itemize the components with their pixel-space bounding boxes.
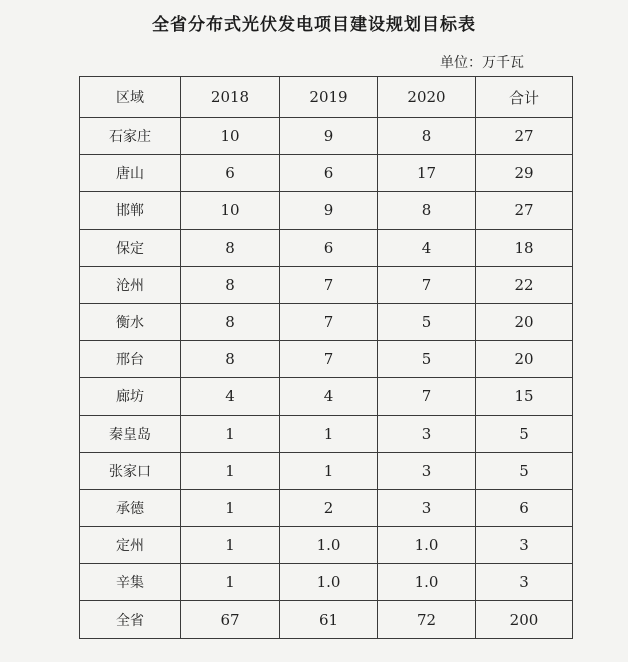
value-cell: 4 [181, 378, 280, 415]
region-cell: 秦皇岛 [80, 415, 181, 452]
value-cell: 1 [181, 564, 280, 601]
table-row [80, 192, 573, 229]
table-row [80, 155, 573, 192]
header-2018: 2018 [181, 77, 280, 118]
value-cell: 29 [476, 155, 573, 192]
value-cell: 5 [378, 341, 476, 378]
value-cell: 9 [280, 192, 378, 229]
table-row [80, 341, 573, 378]
value-cell: 4 [280, 378, 378, 415]
table-row [80, 266, 573, 303]
region-cell: 邢台 [80, 341, 181, 378]
value-cell: 5 [476, 415, 573, 452]
value-cell: 3 [476, 527, 573, 564]
document-title: 全省分布式光伏发电项目建设规划目标表 [152, 15, 476, 35]
region-cell: 定州 [80, 527, 181, 564]
value-cell: 20 [476, 341, 573, 378]
header-2019: 2019 [280, 77, 378, 118]
region-cell: 全省 [80, 601, 181, 638]
value-cell: 10 [181, 118, 280, 155]
value-cell: 1 [181, 489, 280, 526]
region-cell: 张家口 [80, 452, 181, 489]
table-row [80, 564, 573, 601]
value-cell: 8 [181, 303, 280, 340]
value-cell: 22 [476, 266, 573, 303]
value-cell: 1 [280, 415, 378, 452]
region-cell: 辛集 [80, 564, 181, 601]
value-cell: 4 [378, 229, 476, 266]
value-cell: 3 [476, 564, 573, 601]
table-row [80, 601, 573, 638]
table-row [80, 452, 573, 489]
table-row [80, 118, 573, 155]
region-cell: 廊坊 [80, 378, 181, 415]
value-cell: 20 [476, 303, 573, 340]
table-row [80, 303, 573, 340]
value-cell: 72 [378, 601, 476, 638]
value-cell: 7 [280, 341, 378, 378]
value-cell: 10 [181, 192, 280, 229]
header-2020: 2020 [378, 77, 476, 118]
value-cell: 18 [476, 229, 573, 266]
value-cell: 1.0 [378, 527, 476, 564]
table-row [80, 229, 573, 266]
value-cell: 8 [181, 266, 280, 303]
value-cell: 1 [181, 415, 280, 452]
header-total: 合计 [476, 77, 573, 118]
region-cell: 邯郸 [80, 192, 181, 229]
region-cell: 唐山 [80, 155, 181, 192]
value-cell: 3 [378, 415, 476, 452]
table-row [80, 527, 573, 564]
value-cell: 61 [280, 601, 378, 638]
table-row [80, 489, 573, 526]
value-cell: 1.0 [378, 564, 476, 601]
region-cell: 衡水 [80, 303, 181, 340]
header-region: 区域 [80, 77, 181, 118]
value-cell: 15 [476, 378, 573, 415]
region-cell: 沧州 [80, 266, 181, 303]
value-cell: 8 [181, 341, 280, 378]
value-cell: 6 [280, 229, 378, 266]
value-cell: 7 [280, 303, 378, 340]
table-header-row [80, 77, 573, 118]
value-cell: 1.0 [280, 527, 378, 564]
value-cell: 27 [476, 118, 573, 155]
value-cell: 200 [476, 601, 573, 638]
region-cell: 承德 [80, 489, 181, 526]
value-cell: 6 [280, 155, 378, 192]
value-cell: 1 [181, 527, 280, 564]
value-cell: 3 [378, 452, 476, 489]
value-cell: 1 [181, 452, 280, 489]
value-cell: 8 [378, 192, 476, 229]
region-cell: 保定 [80, 229, 181, 266]
unit-label: 单位：万千瓦 [440, 55, 524, 71]
value-cell: 1 [280, 452, 378, 489]
value-cell: 67 [181, 601, 280, 638]
value-cell: 6 [476, 489, 573, 526]
region-cell: 石家庄 [80, 118, 181, 155]
table-row [80, 415, 573, 452]
value-cell: 7 [280, 266, 378, 303]
value-cell: 8 [181, 229, 280, 266]
value-cell: 27 [476, 192, 573, 229]
value-cell: 5 [476, 452, 573, 489]
value-cell: 7 [378, 378, 476, 415]
table-row [80, 378, 573, 415]
value-cell: 1.0 [280, 564, 378, 601]
value-cell: 7 [378, 266, 476, 303]
value-cell: 6 [181, 155, 280, 192]
value-cell: 9 [280, 118, 378, 155]
value-cell: 5 [378, 303, 476, 340]
planning-target-table [79, 76, 573, 639]
value-cell: 2 [280, 489, 378, 526]
value-cell: 17 [378, 155, 476, 192]
value-cell: 3 [378, 489, 476, 526]
value-cell: 8 [378, 118, 476, 155]
